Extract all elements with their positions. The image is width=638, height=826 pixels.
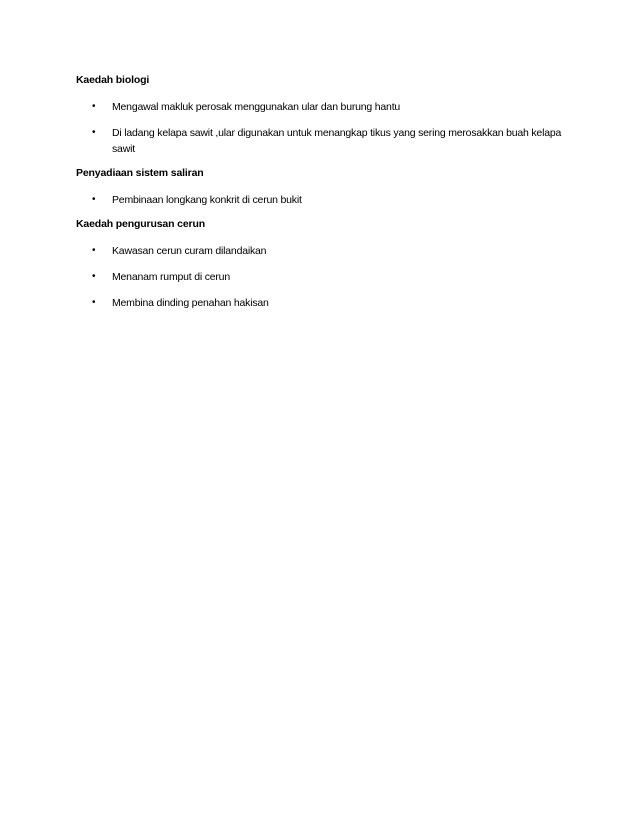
list-item	[76, 295, 566, 311]
bullet-list-kaedah-biologi	[76, 99, 566, 157]
bullet-icon: •	[92, 297, 96, 308]
list-item-text: Di ladang kelapa sawit ,ular digunakan untuk menangkap tikus yang sering merosakkan buah kelapa sawit	[112, 127, 562, 155]
bullet-list-kaedah-pengurusan-cerun	[76, 243, 566, 311]
list-item-text: Mengawal makluk perosak menggunakan ular dan burung hantu	[112, 101, 401, 113]
bullet-icon: •	[92, 271, 96, 282]
list-item-text: Menanam rumput di cerun	[112, 271, 230, 283]
list-item	[76, 125, 566, 157]
document-body	[76, 73, 566, 311]
list-item	[76, 243, 566, 259]
section-heading-kaedah-biologi: Kaedah biologi	[76, 74, 150, 86]
bullet-icon: •	[92, 101, 96, 112]
list-item	[76, 269, 566, 285]
list-item-text: Kawasan cerun curam dilandaikan	[112, 245, 267, 257]
section-heading-kaedah-pengurusan-cerun: Kaedah pengurusan cerun	[76, 218, 205, 230]
list-item	[76, 192, 566, 208]
list-item-text: Pembinaan longkang konkrit di cerun bukit	[112, 194, 302, 206]
bullet-icon: •	[92, 194, 96, 205]
list-item-text: Membina dinding penahan hakisan	[112, 297, 269, 309]
bullet-icon: •	[92, 127, 96, 138]
bullet-list-penyadiaan-sistem-saliran	[76, 192, 566, 208]
bullet-icon: •	[92, 245, 96, 256]
section-heading-penyadiaan-sistem-saliran: Penyadiaan sistem saliran	[76, 167, 204, 179]
list-item	[76, 99, 566, 115]
